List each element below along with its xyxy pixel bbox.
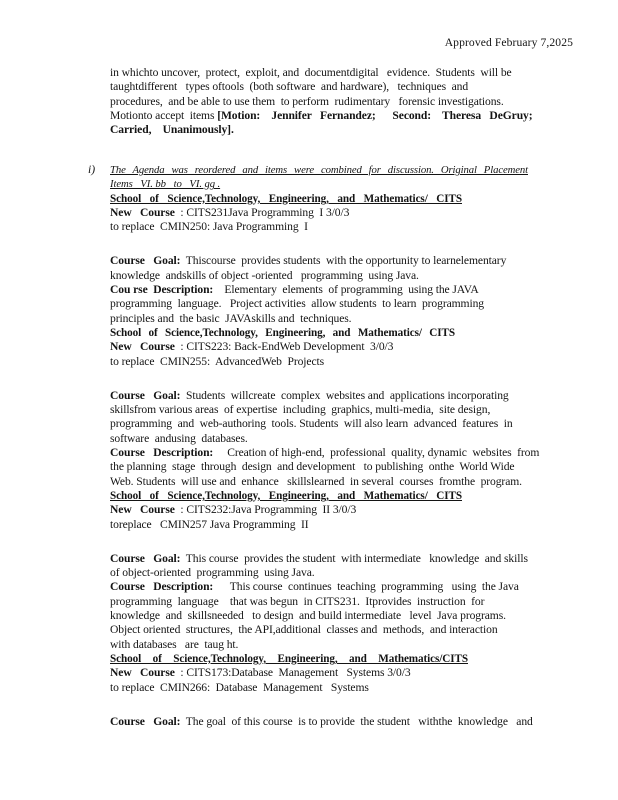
course-goal-text: This course provides the student with intermediate knowledge and skills [180, 551, 528, 565]
intro-paragraph [110, 66, 568, 137]
replace-line: to replace CMIN266: Database Management Systems [110, 680, 369, 694]
agenda-item-i [88, 163, 566, 729]
school-heading-line [110, 192, 566, 206]
course-goal-line: skillsfrom various areas of expertise including graphics, multi-media, site design, [110, 403, 491, 417]
agenda-note-items-range: Items VI. bb to VI. gg . [110, 178, 221, 191]
blank-line [110, 695, 566, 715]
motion-record-text: [Motion: Jennifer Fernandez; Second: Theresa DeGruy; [217, 108, 533, 122]
intro-line-4 [110, 109, 568, 123]
school-heading: School of Science,Technology, Engineering, and Mathematics/ CITS [110, 192, 462, 205]
intro-line-3: procedures, and be able to use them to perform rudimentary forensic investigations. [110, 94, 504, 108]
course-description-label: Course Description: [110, 446, 214, 460]
intro-line-5: Carried, Unanimously]. [110, 123, 234, 137]
course-description-line [110, 283, 566, 297]
course-description-line: knowledge and skillsneeded to design and build intermediate level Java programs. [110, 609, 506, 623]
new-course-line [110, 503, 566, 517]
course-description-text: Elementary elements of programming using the JAVA [213, 283, 479, 297]
course-goal-label: Course Goal: [110, 714, 181, 728]
agenda-note-line-1: The Agenda was reordered and items were combined for discussion. Original Placement [110, 164, 528, 176]
course-goal-line: knowledge andskills of object -oriented programming using Java. [110, 268, 419, 282]
school-heading: School of Science,Technology, Engineering, and Mathematics/ CITS [110, 489, 462, 502]
course-goal-label: Course Goal: [110, 388, 181, 402]
course-goal-line: of object-oriented programming using Java. [110, 566, 315, 580]
list-item-marker: i) [88, 163, 96, 176]
course-goal-line: software andusing databases. [110, 431, 248, 445]
course-goal-line: programming and web-authoring tools. Students will also learn advanced features in [110, 417, 513, 431]
intro-line-2: taughtdifferent types oftools (both software and hardware), techniques and [110, 80, 469, 94]
new-course-label: New Course [110, 205, 175, 219]
course-description-label: Course Description: [110, 580, 214, 594]
course-description-label: Cou rse Description: [110, 283, 214, 297]
course-description-line: with databases are taug ht. [110, 637, 239, 651]
new-course-line [110, 206, 566, 220]
course-goal-line [110, 552, 566, 566]
blank-line [110, 532, 566, 552]
new-course-label: New Course [110, 666, 175, 680]
motion-lead-text: Motionto accept items [110, 108, 218, 122]
blank-line [110, 369, 566, 389]
new-course-text: : CITS232:Java Programming II 3/0/3 [174, 503, 357, 517]
course-description-text: Creation of high-end, professional quality, dynamic websites from [213, 446, 540, 460]
replace-line: to replace CMIN255: AdvancedWeb Projects [110, 354, 325, 368]
course-goal-text: The goal of this course is to provide the student withthe knowledge and [180, 714, 533, 728]
course-description-line: principles and the basic JAVAskills and techniques. [110, 311, 352, 325]
new-course-line [110, 340, 566, 354]
course-description-line: programming language. Project activities allow students to learn programming [110, 297, 484, 311]
course-goal-line [110, 715, 566, 729]
blank-line [110, 234, 566, 254]
agenda-note-line-2 [110, 177, 566, 191]
new-course-line [110, 666, 566, 680]
course-description-line: Object oriented structures, the API,additional classes and methods, and interaction [110, 623, 498, 637]
course-goal-text: Thiscourse provides students with the opportunity to learnelementary [180, 254, 507, 268]
agenda-item-body [110, 163, 566, 729]
new-course-label: New Course [110, 503, 175, 517]
course-goal-label: Course Goal: [110, 254, 181, 268]
course-goal-label: Course Goal: [110, 551, 181, 565]
course-description-line: programming language that was begun in CITS231. Itprovides instruction for [110, 594, 485, 608]
school-heading-line [110, 489, 566, 503]
approval-date: Approved February 7,2025 [444, 36, 573, 49]
course-description-line: Web. Students will use and enhance skillslearned in several courses fromthe program. [110, 474, 522, 488]
course-description-line: the planning stage through design and development to publishing onthe World Wide [110, 460, 515, 474]
course-goal-line [110, 389, 566, 403]
intro-line-1: in whichto uncover, protect, exploit, and documentdigital evidence. Students will be [110, 66, 512, 79]
course-goal-text: Students willcreate complex websites and applications incorporating [180, 388, 509, 402]
school-heading: School of Science,Technology, Engineering, and Mathematics/CITS [110, 652, 468, 665]
replace-line: toreplace CMIN257 Java Programming II [110, 517, 309, 531]
new-course-label: New Course [110, 340, 175, 354]
school-heading-line [110, 326, 566, 340]
school-heading: School of Science,Technology, Engineering, and Mathematics/ CITS [110, 326, 455, 339]
course-goal-line [110, 254, 566, 268]
school-heading-line [110, 652, 566, 666]
new-course-text: : CITS231Java Programming I 3/0/3 [174, 205, 350, 219]
replace-line: to replace CMIN250: Java Programming I [110, 220, 308, 234]
course-description-line [110, 446, 566, 460]
new-course-text: : CITS223: Back-EndWeb Development 3/0/3 [174, 340, 394, 354]
new-course-text: : CITS173:Database Management Systems 3/0/3 [174, 666, 411, 680]
course-description-text: This course continues teaching programming using the Java [213, 580, 519, 594]
course-description-line [110, 580, 566, 594]
